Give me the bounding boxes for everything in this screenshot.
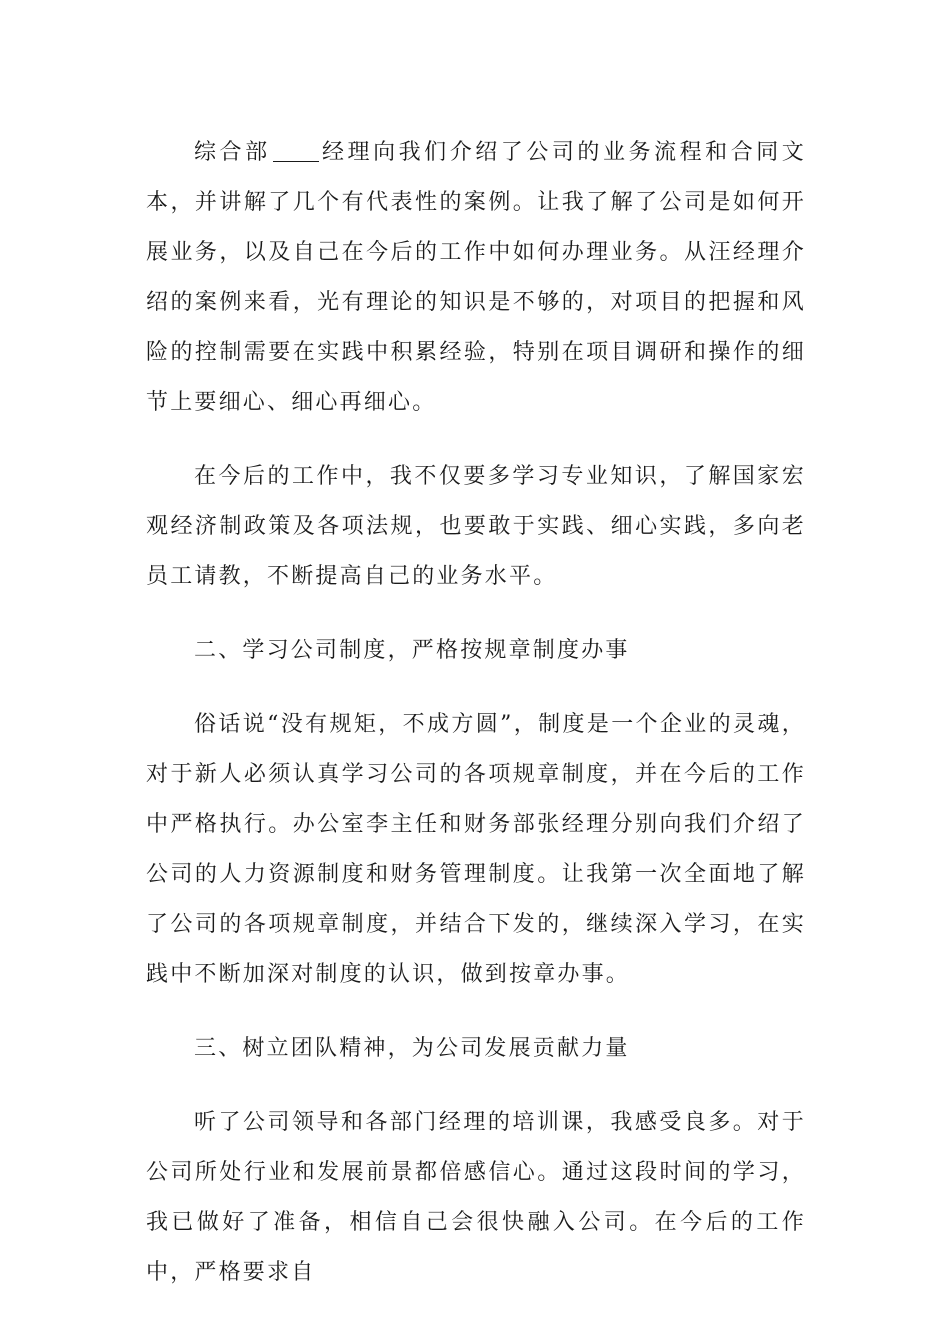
paragraph-4: 听了公司领导和各部门经理的培训课，我感受良多。对于公司所处行业和发展前景都倍感信心。通过这段时间的学习，我已做好了准备，相信自己会很快融入公司。在今后的工作中，严格要求自: [146, 1110, 806, 1285]
paragraph-3: 俗话说“没有规矩，不成方圆”，制度是一个企业的灵魂，对于新人必须认真学习公司的各项规章制度，并在今后的工作中严格执行。办公室李主任和财务部张经理分别向我们介绍了公司的人力资源制度和财务管理制度。让我第一次全面地了解了公司的各项规章制度，并结合下发的，继续深入学习，在实践中不断加深对制度的认识，做到按章办事。: [146, 712, 806, 987]
fill-in-blank: [273, 139, 319, 162]
paragraph-1: [146, 128, 806, 428]
paragraph-2: 在今后的工作中，我不仅要多学习专业知识，了解国家宏观经济制政策及各项法规，也要敢于实践、细心实践，多向老员工请教，不断提高自己的业务水平。: [146, 464, 806, 589]
paragraph-1-start: 综合部: [194, 140, 271, 165]
section-heading-2: 二、学习公司制度，严格按规章制度办事: [194, 638, 630, 663]
paragraph-1-rest: 经理向我们介绍了公司的业务流程和合同文本，并讲解了几个有代表性的案例。让我了解了公司是如何开展业务，以及自己在今后的工作中如何办理业务。从汪经理介绍的案例来看，光有理论的知识是不够的，对项目的把握和风险的控制需要在实践中积累经验，特别在项目调研和操作的细节上要细心、细心再细心。: [146, 140, 806, 415]
document-body: [146, 128, 806, 1322]
section-heading-3: 三、树立团队精神，为公司发展贡献力量: [194, 1036, 630, 1061]
